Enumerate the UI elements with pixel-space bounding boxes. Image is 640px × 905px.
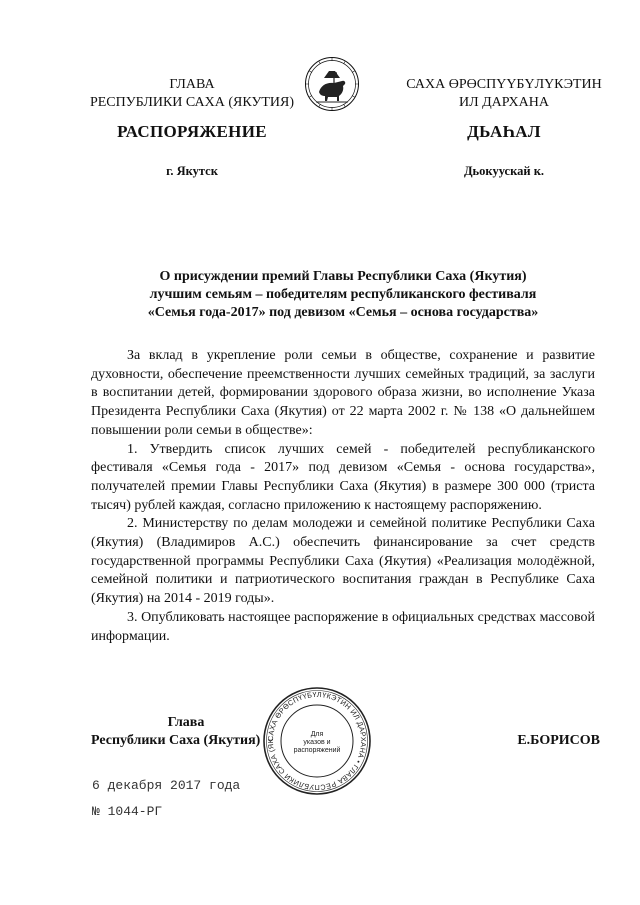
city-ru: г. Якутск <box>166 164 218 178</box>
signatory-name: Е.БОРИСОВ <box>517 733 600 748</box>
doc-type-ru: РАСПОРЯЖЕНИЕ <box>117 122 267 141</box>
issuer-left-line2: РЕСПУБЛИКИ САХА (ЯКУТИЯ) <box>89 95 295 110</box>
stamp-inner-line2: указов и <box>303 739 331 746</box>
title-line3: «Семья года-2017» под девизом «Семья – основа государства» <box>147 305 539 320</box>
issuer-left-line1: ГЛАВА <box>169 77 215 92</box>
issue-date: 6 декабря 2017 года <box>92 778 241 793</box>
clause-1-paragraph: 1. Утвердить список лучших семей - победителей республиканского фестиваля «Семья года - 2017» под девизом «Семья - основа государства», получателей премии Главы Республики Саха (Якутия) в размере 300 000 (триста тысяч) рублей каждая, согласно приложению к настоящему распоряжению. <box>91 441 595 513</box>
issuer-right-line1: САХА ӨРӨСПҮҮБҮЛҮКЭТИН <box>406 77 602 92</box>
issuer-left <box>82 76 302 112</box>
document-number: № 1044-РГ <box>92 804 163 819</box>
stamp-outer-text: САХА ӨРӨСПҮҮБҮЛҮКЭТИН ИЛ ДАРХАНА • ГЛАВА РЕСПУБЛИКИ САХА (ЯК <box>265 689 369 793</box>
document-title <box>95 268 591 322</box>
issuer-right-line2: ИЛ ДАРХАНА <box>458 95 549 110</box>
preamble-paragraph: За вклад в укрепление роли семьи в обществе, сохранение и развитие духовности, обеспечение преемственности лучших семейных традиций, за заслуги в воспитании детей, формировании здорового образа жизни, во исполнение Указа Президента Республики Саха (Якутия) от 22 марта 2002 г. № 138 «О дальнейшем повышении роли семьи в обществе»: <box>91 348 595 438</box>
stamp-inner-line1: Для <box>310 731 324 738</box>
signatory-title-line1: Глава <box>167 715 205 730</box>
issuer-right <box>390 76 618 112</box>
signatory-title-line2: Республики Саха (Якутия) <box>91 733 261 748</box>
title-line1: О присуждении премий Главы Республики Саха (Якутия) <box>159 269 527 284</box>
doc-type-sah: ДЬАҺАЛ <box>467 122 541 141</box>
title-line2: лучшим семьям – победителям республиканского фестиваля <box>149 287 537 302</box>
stamp-inner-line3: распоряжений <box>293 747 341 754</box>
clause-2-paragraph: 2. Министерству по делам молодежи и семейной политике Республики Саха (Якутия) (Владимиров А.С.) обеспечить финансирование за счет средств государственной программы Республики Саха (Якутия) «Реализация молодёжной, семейной политики и патриотического воспитания граждан в Республике Саха (Якутия) на 2014 - 2019 годы». <box>91 516 595 607</box>
coat-of-arms-icon <box>304 56 360 112</box>
clause-3-paragraph: 3. Опубликовать настоящее распоряжение в официальных средствах массовой информации. <box>91 609 595 644</box>
document-body <box>91 347 595 646</box>
city-sah: Дьокуускай к. <box>463 164 545 178</box>
signatory-title <box>91 714 281 750</box>
